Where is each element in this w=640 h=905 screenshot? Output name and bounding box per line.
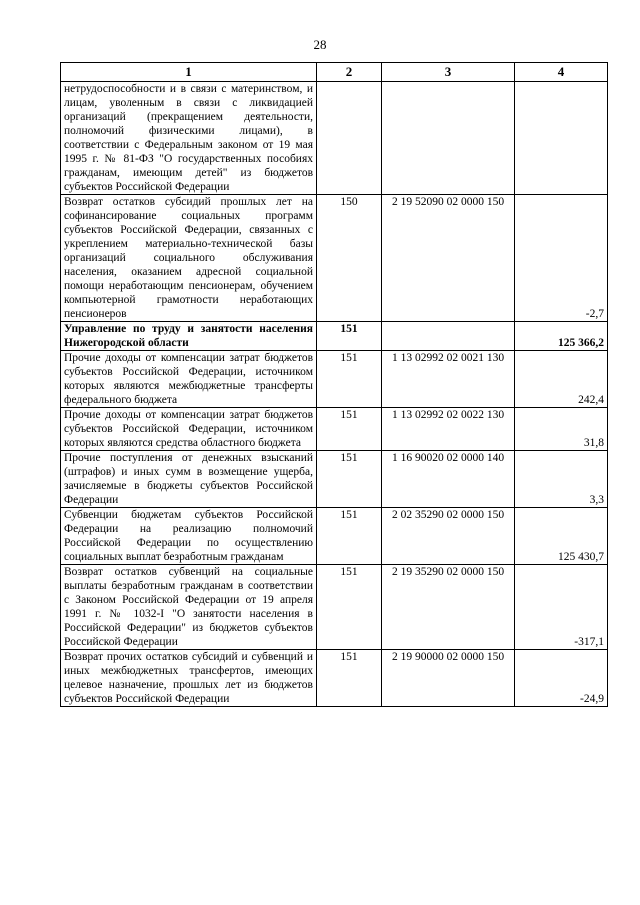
- cell-name: Управление по труду и занятости населения Нижегородской области: [61, 322, 317, 351]
- cell-name: Прочие доходы от компенсации затрат бюджетов субъектов Российской Федерации, источником которых являются межбюджетные трансферты федерального бюджета: [61, 351, 317, 408]
- table-row: [61, 650, 608, 707]
- cell-amount: -317,1: [515, 565, 608, 650]
- cell-name: Субвенции бюджетам субъектов Российской Федерации на реализацию полномочий Российской Федерации по осуществлению социальных выплат безработным гражданам: [61, 508, 317, 565]
- cell-admin-code: 150: [317, 195, 382, 322]
- table-row: [61, 322, 608, 351]
- cell-name: Возврат остатков субсидий прошлых лет на софинансирование социальных программ субъектов Российской Федерации, связанных с укреплением материально-технической базы организаций социального обслуживания населения, оказанием адресной социальной помощи неработающим пенсионерам, обучением компьютерной грамотности неработающих пенсионеров: [61, 195, 317, 322]
- cell-admin-code: 151: [317, 565, 382, 650]
- cell-admin-code: 151: [317, 322, 382, 351]
- table-row: [61, 195, 608, 322]
- cell-amount: [515, 82, 608, 195]
- header-col-2: 2: [317, 63, 382, 82]
- table-row: [61, 82, 608, 195]
- cell-budget-code: 2 02 35290 02 0000 150: [382, 508, 515, 565]
- cell-amount: 31,8: [515, 408, 608, 451]
- cell-budget-code: 1 16 90020 02 0000 140: [382, 451, 515, 508]
- page-number: 28: [313, 37, 327, 52]
- cell-amount: -24,9: [515, 650, 608, 707]
- cell-amount: -2,7: [515, 195, 608, 322]
- cell-budget-code: 1 13 02992 02 0022 130: [382, 408, 515, 451]
- cell-budget-code: 2 19 52090 02 0000 150: [382, 195, 515, 322]
- cell-admin-code: 151: [317, 351, 382, 408]
- table-row: [61, 451, 608, 508]
- cell-name: Возврат прочих остатков субсидий и субвенций и иных межбюджетных трансфертов, имеющих целевое назначение, прошлых лет из бюджетов субъектов Российской Федерации: [61, 650, 317, 707]
- cell-budget-code: 2 19 90000 02 0000 150: [382, 650, 515, 707]
- header-col-1: 1: [61, 63, 317, 82]
- table-row: [61, 351, 608, 408]
- cell-name: Прочие поступления от денежных взысканий (штрафов) и иных сумм в возмещение ущерба, зачисляемые в бюджеты субъектов Российской Федерации: [61, 451, 317, 508]
- cell-admin-code: 151: [317, 408, 382, 451]
- header-row: [61, 63, 608, 82]
- cell-admin-code: [317, 82, 382, 195]
- cell-admin-code: 151: [317, 451, 382, 508]
- table-row: [61, 565, 608, 650]
- cell-amount: 125 366,2: [515, 322, 608, 351]
- table-row: [61, 408, 608, 451]
- cell-budget-code: [382, 82, 515, 195]
- cell-name: нетрудоспособности и в связи с материнством, и лицам, уволенным в связи с ликвидацией организаций (прекращением деятельности, полномочий физическими лицами), в соответствии с Федеральным законом от 19 мая 1995 г. № 81-ФЗ "О государственных пособиях гражданам, имеющим детей" из бюджетов субъектов Российской Федерации: [61, 82, 317, 195]
- cell-name: Прочие доходы от компенсации затрат бюджетов субъектов Российской Федерации, источником которых являются средства областного бюджета: [61, 408, 317, 451]
- header-col-4: 4: [515, 63, 608, 82]
- cell-admin-code: 151: [317, 650, 382, 707]
- cell-amount: 242,4: [515, 351, 608, 408]
- table-row: [61, 508, 608, 565]
- header-col-3: 3: [382, 63, 515, 82]
- cell-budget-code: 2 19 35290 02 0000 150: [382, 565, 515, 650]
- budget-table: [60, 62, 608, 707]
- cell-amount: 125 430,7: [515, 508, 608, 565]
- cell-amount: 3,3: [515, 451, 608, 508]
- cell-name: Возврат остатков субвенций на социальные выплаты безработным гражданам в соответствии с Законом Российской Федерации от 19 апреля 1991 г. № 1032-I "О занятости населения в Российской Федерации" из бюджетов субъектов Российской Федерации: [61, 565, 317, 650]
- cell-budget-code: 1 13 02992 02 0021 130: [382, 351, 515, 408]
- cell-budget-code: [382, 322, 515, 351]
- cell-admin-code: 151: [317, 508, 382, 565]
